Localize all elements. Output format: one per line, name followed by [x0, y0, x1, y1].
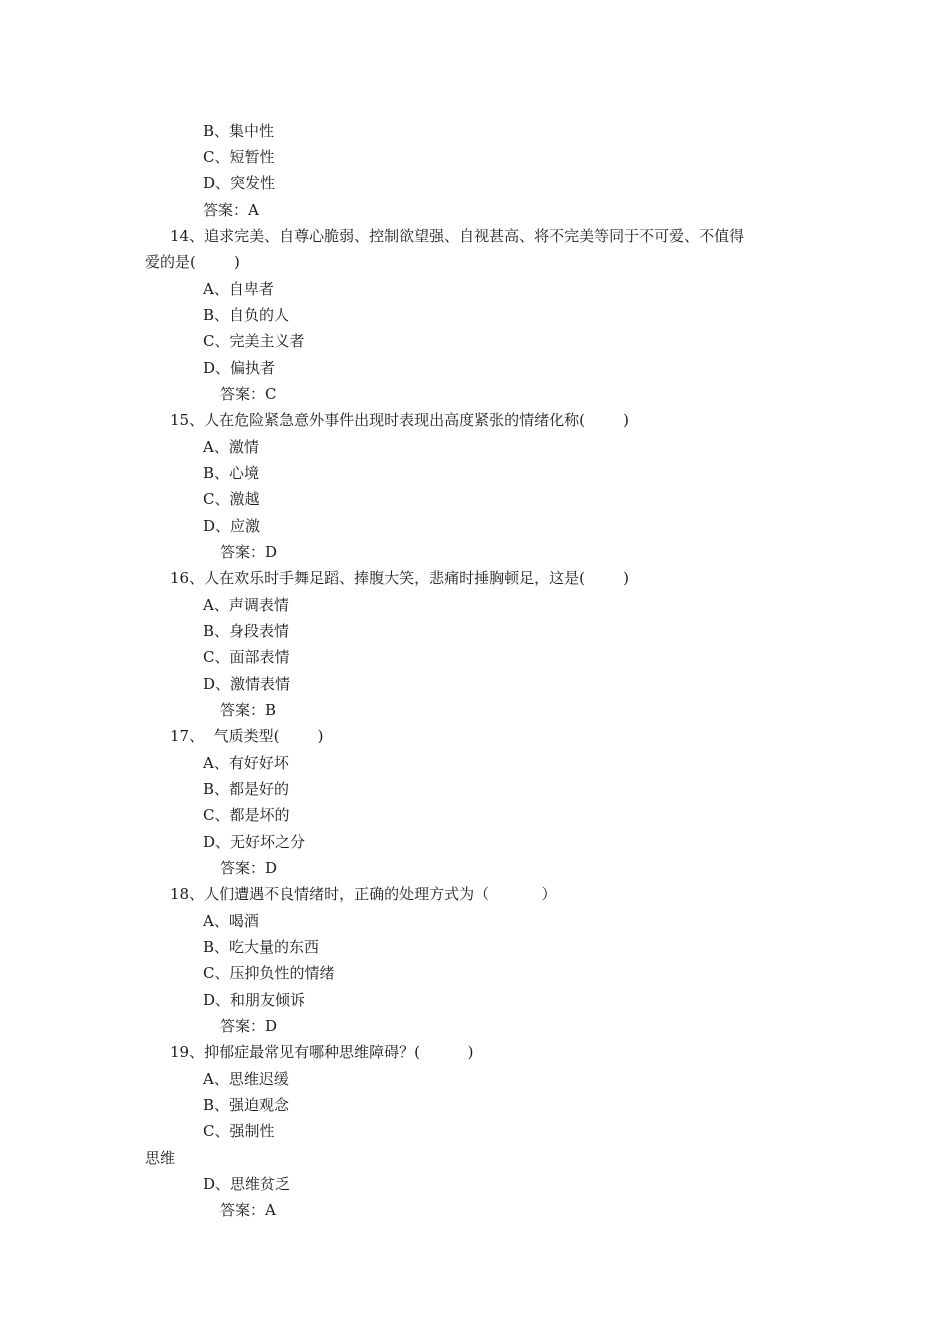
option-b: B、身段表情	[203, 622, 290, 640]
option-a: A、喝酒	[203, 912, 259, 930]
option-a: A、声调表情	[203, 596, 289, 614]
option-c: C、完美主义者	[203, 332, 305, 350]
question-17-stem: 17、 气质类型( )	[170, 727, 324, 745]
option-d: D、无好坏之分	[203, 833, 306, 851]
option-b: B、强迫观念	[203, 1096, 290, 1114]
question-16-stem: 16、人在欢乐时手舞足蹈、捧腹大笑，悲痛时捶胸顿足，这是( )	[170, 569, 629, 587]
option-d: D、思维贫乏	[203, 1175, 291, 1193]
option-b: B、吃大量的东西	[203, 938, 320, 956]
question-18-stem: 18、人们遭遇不良情绪时，正确的处理方式为（ ）	[170, 885, 557, 903]
answer: 答案：D	[220, 1017, 278, 1035]
option-c: C、短暂性	[203, 148, 275, 166]
option-b: B、自负的人	[203, 306, 290, 324]
answer: 答案：A	[220, 1201, 276, 1219]
question-14-stem: 14、追求完美、自尊心脆弱、控制欲望强、自视甚高、将不完美等同于不可爱、不值得	[170, 227, 745, 245]
option-d: D、突发性	[203, 174, 276, 192]
question-15-stem: 15、人在危险紧急意外事件出现时表现出高度紧张的情绪化称( )	[170, 411, 629, 429]
option-c-wrapped-text: 思维	[145, 1149, 176, 1167]
option-d: D、和朋友倾诉	[203, 991, 306, 1009]
option-b: B、都是好的	[203, 780, 290, 798]
option-c: C、面部表情	[203, 648, 290, 666]
option-a: A、自卑者	[203, 280, 274, 298]
answer: 答案：D	[220, 543, 278, 561]
answer: 答案：A	[203, 201, 259, 219]
option-d: D、偏执者	[203, 359, 276, 377]
question-14-stem-continued: 爱的是( )	[145, 253, 240, 271]
option-d: D、激情表情	[203, 675, 291, 693]
option-c: C、都是坏的	[203, 806, 290, 824]
answer: 答案：C	[220, 385, 277, 403]
option-a: A、有好好坏	[203, 754, 289, 772]
question-19-stem: 19、抑郁症最常见有哪种思维障碍？( )	[170, 1043, 474, 1061]
option-d: D、应激	[203, 517, 261, 535]
option-c: C、强制性	[203, 1122, 275, 1140]
option-b: B、心境	[203, 464, 260, 482]
option-a: A、思维迟缓	[203, 1070, 289, 1088]
answer: 答案：D	[220, 859, 278, 877]
option-a: A、激情	[203, 438, 259, 456]
answer: 答案：B	[220, 701, 277, 719]
option-b: B、集中性	[203, 122, 275, 140]
option-c: C、激越	[203, 490, 260, 508]
option-c: C、压抑负性的情绪	[203, 964, 335, 982]
